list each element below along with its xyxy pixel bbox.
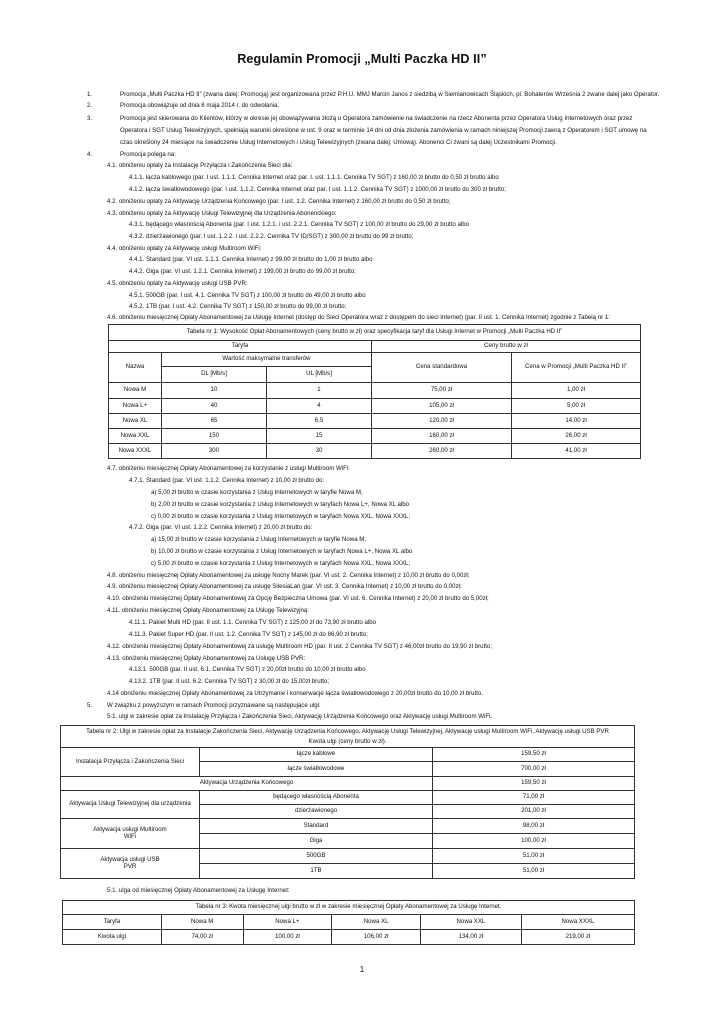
table-row	[109, 383, 641, 399]
paragraph-text: Operatora i SGT Usług Telewizyjnych, spełniają warunki określone w ust. 9 oraz w terminie 14 dni od dnia złożenia zamówienia w ramach niniejszej Promocji zawrą z Operatorem i SGT umowę na	[120, 127, 647, 134]
table-header: Wartość maksymalne transferów	[162, 353, 372, 367]
table-header: Nowa XXL	[421, 915, 522, 930]
table-cell: 219,00 zł	[521, 930, 634, 945]
paragraph-text: Promocja polega na:	[120, 151, 176, 158]
clause-line: 4.3. obniżeniu opłaty za Aktywację Usługi Telewizyjnej dla Urządzenia Abonenckiego:	[107, 210, 337, 217]
paragraph-text: Promocja obowiązuje od dnia 8 maja 2014 r. do odwołania.	[120, 102, 280, 109]
table-cell: 4	[267, 399, 372, 414]
table-cell: 159,50 zł	[433, 777, 635, 791]
clause-line: 4.13.1. 500GB (par. II ust. 6.1. Cennika TV SGT) z 20,00zł brutto do 10,00 zł brutto albo	[129, 666, 366, 673]
table-cell: Nowa M	[109, 383, 162, 399]
clause-line: 4.1.2. łącza światłowodowego (par. I ust. 1.1.2. Cennika Internet oraz par. I ust. 1.1.2. Cennika TV SGT) z 1000,00 zł brutto do 300 zł brutto;	[129, 186, 506, 193]
table-cell: będącego własnością Abonenta	[200, 791, 433, 805]
clause-line: a) 15,00 zł brutto w czasie korzystania z Usług Internetowych w taryfie Nowa M,	[151, 536, 367, 543]
clause-line: c) 5,00 zł brutto w czasie korzystania z Usług Internetowych w taryfach Nowa XXL, Nowa XXXL;	[151, 560, 411, 567]
page-title: Regulamin Promocji „Multi Paczka HD II”	[237, 52, 487, 66]
clause-line: 4.14 obniżeniu miesięcznej Opłaty Abonamentowej za Utrzymanie i konserwacje łącza światłowodowego z 20,00zł brutto do 10,00 zł brutto.	[107, 690, 483, 697]
table-cell: 51,00 zł	[433, 849, 635, 864]
table-header: DL [Mb/s]	[162, 367, 267, 383]
clause-line: 4.3.2. dzierżawionego (par. I ust. 1.2.2. i ust. 2.2.2. Cennika TV ID/SGT) z 300,00 zł brutto do 99 zł brutto;	[129, 233, 414, 240]
table-cell: 40	[162, 399, 267, 414]
table-header: Nowa XXXL	[521, 915, 634, 930]
table-header: Taryfa	[109, 341, 372, 353]
clause-line: 4.7.1. Standard (par. VI ust. 1.1.2. Cennika Internet) z 10,00 zł brutto do:	[129, 477, 325, 484]
table-row	[109, 399, 641, 414]
table-cell: 30	[267, 444, 372, 459]
clause-line: b) 10,00 zł brutto w czasie korzystania z Usług Internetowych w taryfach Nowa L+, Nowa XL albo	[151, 548, 413, 555]
table-header-row	[63, 915, 635, 930]
paragraph-number: 1.	[87, 91, 93, 98]
activation-discount-table	[60, 725, 635, 879]
table-header: Cena w Promocji „Multi Paczka HD II”	[512, 353, 641, 383]
table-cell: 260,00 zł	[372, 444, 512, 459]
table-header: Nazwa	[109, 353, 162, 383]
clause-line: 4.13. obniżeniu miesięcznej Opłaty Abonamentowej za Usługę USB PVR:	[107, 655, 306, 662]
table-group-cell: Instalacja Przyłącza i Zakończenia Sieci	[61, 748, 200, 777]
table-cell: 160,00 zł	[372, 429, 512, 444]
table-cell: 100,00 zł	[433, 834, 635, 849]
table-cell: 106,00 zł	[332, 930, 421, 945]
table-cell: 5,00 zł	[512, 399, 641, 414]
table-row	[63, 930, 635, 945]
table-group-cell: Aktywacja usługi USB PVR	[61, 849, 200, 879]
paragraph-text: czas określony 24 miesiące na świadczenie Usług Internetowych i Usług Telewizyjnych (zwana dalej: Umową). Abonenci Ci zwani są dalej Uczestnikami Promocji.	[120, 139, 557, 146]
table-cell: 300	[162, 444, 267, 459]
table-cell: łącze kablowe	[200, 748, 433, 762]
clause-line: 4.7. obniżeniu miesięcznej Opłaty Abonamentowej za korzystanie z usługi Multiroom WiFi:	[107, 465, 350, 472]
table-cell: Nowa L+	[109, 399, 162, 414]
clause-line: 4.1.1. łącza kablowego (par. I ust. 1.1.1. Cennika Internet oraz par. I. ust. 1.1.1. Cennika TV SGT) z 160,00 zł brutto do 0,50 zł brutto albo	[129, 174, 499, 181]
table-caption	[61, 726, 635, 748]
paragraph-text: Promocja jest skierowana do Klientów, którzy w okresie jej obowiązywania złożą u Operatora zamówienie na świadczenie na rzecz Abonenta przez Operatora Usług Internetowych oraz przez	[120, 115, 633, 122]
paragraph-text: W związku z powyższym w ramach Promocji przyznawane są następujące ulgi:	[107, 702, 321, 709]
monthly-discount-table	[62, 900, 635, 945]
clause-line: 4.2. obniżeniu opłaty za Aktywację Urządzenia Końcowego (par. I ust. 1.2. Cennika Internet) z 160,00 zł brutto do 0,50 zł brutto;	[107, 198, 451, 205]
clause-line: 4.4. obniżeniu opłaty za Aktywację usługi Multiroom WiFi:	[107, 245, 262, 252]
table-cell: 100,00 zł	[243, 930, 332, 945]
table-cell: 75,00 zł	[372, 383, 512, 399]
table-cell: 1	[267, 383, 372, 399]
table-cell: Giga	[200, 834, 433, 849]
table-cell: 41,00 zł	[512, 444, 641, 459]
clause-line: b) 2,00 zł brutto w czasie korzystania z Usług Internetowych w taryfach Nowa L+, Nowa XL albo	[151, 501, 410, 508]
clause-line: 4.1. obniżeniu opłaty za Instalację Przyłącza i Zakończenia Sieci dla:	[107, 162, 293, 169]
table-cell: 500GB	[200, 849, 433, 864]
table-cell: 14,00 zł	[512, 414, 641, 429]
table-cell: łącze światłowodowe	[200, 762, 433, 777]
table-cell: 159,50 zł	[433, 748, 635, 762]
clause-line: c) 0,00 zł brutto w czasie korzystania z Usług Internetowych w taryfach Nowa XXL, Nowa XXXL;	[151, 513, 411, 520]
table-header: Nowa L+	[243, 915, 332, 930]
clause-line: 4.11.3. Pakiet Super HD (par. II ust. 1.2. Cennika TV SGT) z 145,00 zł do 86,90 zł brutto;	[129, 631, 368, 638]
clause-line: 4.12. obniżeniu miesięcznej Opłaty Abonamentowej za usługę Multiroom HD (par. II ust. 2 Cennika TV SGT) z 46,00zł brutto do 19,90 zł brutto;	[107, 643, 493, 650]
clause-line: 4.10. obniżeniu miesięcznej Opłaty Abonamentowej za Opcję Bezpieczna Umowa (par. VI ust. 6. Cennika Internet) z 20,00 zł brutto do 5,00zł;	[107, 595, 489, 602]
clause-line: 5.1. ulgi w zakresie opłat za Instalację Przyłącza i Zakończenia Sieci, Aktywację Urządzenia Końcowego oraz Aktywację usługi Multiroom WiFi:	[107, 713, 493, 720]
table-caption-line: Tabela nr 2: Ulgi w zakresie opłat za Instalacje Zakończenia Sieci, Aktywację Urządzenia Końcowego, Aktywację Usługi Telewizyjnej, Aktywację usługi Multiroom WiFi, Aktywację usługi USB PVR	[86, 728, 609, 736]
table-cell: 700,00 zł	[433, 762, 635, 777]
table-group-cell: Aktywacja Usługi Telewizyjnej dla urządzenia	[61, 791, 200, 819]
clause-line: 4.5.1. 500GB (par. I ust. 4.1. Cennika TV SGT) z 100,00 zł brutto do 49,00 zł brutto albo	[129, 292, 366, 299]
table-cell: 26,00 zł	[512, 429, 641, 444]
table-cell: dzierżawionego	[200, 805, 433, 819]
table-cell: 15	[267, 429, 372, 444]
table-header: UL [Mb/s]	[267, 367, 372, 383]
table-header: Nowa M	[161, 915, 243, 930]
paragraph-number: 4.	[87, 151, 93, 158]
clause-line: 4.11.1. Pakiet Multi HD (par. II ust. 1.1. Cennika TV SGT) z 125,00 zł do 73,90 zł brutto albo	[129, 619, 377, 626]
tariff-table	[108, 324, 641, 459]
paragraph-text: Promocja „Multi Paczka HD II” (zwana dalej: Promocją) jest organizowana przez P.H.U. MMJ Marcin Janos z siedzibą w Siemianowicach Śląskich, pl. Bohaterów Września 2 zwane dalej jako Operator.	[120, 91, 660, 98]
table-row	[109, 444, 641, 459]
paragraph-number: 5.	[87, 702, 93, 709]
clause-line: 4.3.1. będącego własnością Abonenta (par. I ust. 1.2.1. i ust. 2.2.1. Cennika TV SGT) z 100,00 zł brutto do 29,00 zł brutto albo	[129, 221, 469, 228]
table-cell: Aktywacja Urządzenia Końcowego	[61, 777, 433, 791]
table-header: Taryfa	[63, 915, 162, 930]
table-caption: Tabela nr 3: Kwota miesięcznej ulgi brutto w zł w zakresie miesięcznej Opłaty Abonamentowej za Usługę Internet.	[63, 901, 635, 915]
clause-line: 5.1. ulga od miesięcznej Opłaty Abonamentowej za Usługę Internet:	[107, 887, 290, 894]
table-cell: Standard	[200, 819, 433, 834]
table-row	[109, 429, 641, 444]
table-cell: Nowa XXXL	[109, 444, 162, 459]
paragraph-number: 3.	[87, 115, 93, 122]
table-cell: 10	[162, 383, 267, 399]
page-number: 1	[359, 965, 365, 974]
table-cell: 134,00 zł	[421, 930, 522, 945]
clause-line: 4.7.2. Giga (par. VI ust. 1.2.2. Cennika Internet) z 20,00 zł brutto do:	[129, 524, 313, 531]
table-caption: Tabela nr 1: Wysokość Opłat Abonamentowych (ceny brutto w zł) oraz specyfikacja taryf dla Usługi Internet w Promocji „Multi Paczka HD II”	[109, 325, 641, 341]
clause-line: 4.8. obniżeniu miesięcznej Opłaty Abonamentowej za usługę Nocny Marek (par. VI ust. 2. Cennika Internet) z 10,00 zł brutto do 0,00zł;	[107, 572, 470, 579]
table-cell: Nowa XXL	[109, 429, 162, 444]
clause-line: 4.11. obniżeniu miesięcznej Opłaty Abonamentowej za Usługę Telewizyjną:	[107, 607, 309, 614]
clause-line: 4.5. obniżeniu opłaty za Aktywację usługi USB PVR:	[107, 280, 248, 287]
clause-line: 4.4.2. Giga (par. VI ust. 1.2.1. Cennika Internet) z 199,00 zł brutto do 99,00 zł brutto;	[129, 268, 356, 275]
table-cell: 51,00 zł	[433, 864, 635, 879]
table-cell: Nowa XL	[109, 414, 162, 429]
table-cell: 74,00 zł	[161, 930, 243, 945]
table-cell: 6,5	[267, 414, 372, 429]
paragraph-number: 2.	[87, 102, 93, 109]
table-cell: 65	[162, 414, 267, 429]
table-caption-line: Kwota ulgi (ceny brutto w zł).	[308, 737, 387, 745]
clause-line: a) 5,00 zł brutto w czasie korzystania z Usług Internetowych w taryfie Nowa M,	[151, 489, 363, 496]
table-cell: 1,00 zł	[512, 383, 641, 399]
table-header: Ceny brutto w zł	[372, 341, 641, 353]
table-cell: 105,00 zł	[372, 399, 512, 414]
clause-line: 4.4.1. Standard (par. VI ust. 1.1.1. Cennika Internet) z 99,00 zł brutto do 1,00 zł brutto albo	[129, 256, 373, 263]
table-row	[109, 414, 641, 429]
clause-line: 4.6. obniżeniu miesięcznej Opłaty Abonamentowej za Usługę Internet (dostęp do Sieci Operatora wraz z dostępem do sieci Internet) (par. II ust. 1. Cennika Internet) zgodnie z Tabelą nr 1:	[107, 314, 610, 321]
table-group-cell: Aktywacja usługi Multiroom WiFi	[61, 819, 200, 849]
clause-line: 4.5.2. 1TB (par. I ust. 4.2. Cennika TV SGT) z 150,00 zł brutto do 99,00 zł brutto;	[129, 303, 347, 310]
table-cell: Kwota ulgi	[63, 930, 162, 945]
table-header: Nowa XL	[332, 915, 421, 930]
table-cell: 150	[162, 429, 267, 444]
clause-line: 4.13.2. 1TB (par. II ust. 6.2. Cennika TV SGT) z 30,00 zł do 15,00zł brutto;	[129, 678, 330, 685]
table-cell: 1TB	[200, 864, 433, 879]
table-cell: 71,00 zł	[433, 791, 635, 805]
clause-line: 4.9. obniżeniu miesięcznej Opłaty Abonamentowej za usługę SilesiaLan (par. VI ust. 3. Cennika Internet) z 10,00 zł brutto do 0,00zł;	[107, 583, 462, 590]
table-cell: 120,00 zł	[372, 414, 512, 429]
table-cell: 201,00 zł	[433, 805, 635, 819]
table-header: Cena standardowa	[372, 353, 512, 383]
table-cell: 98,00 zł	[433, 819, 635, 834]
